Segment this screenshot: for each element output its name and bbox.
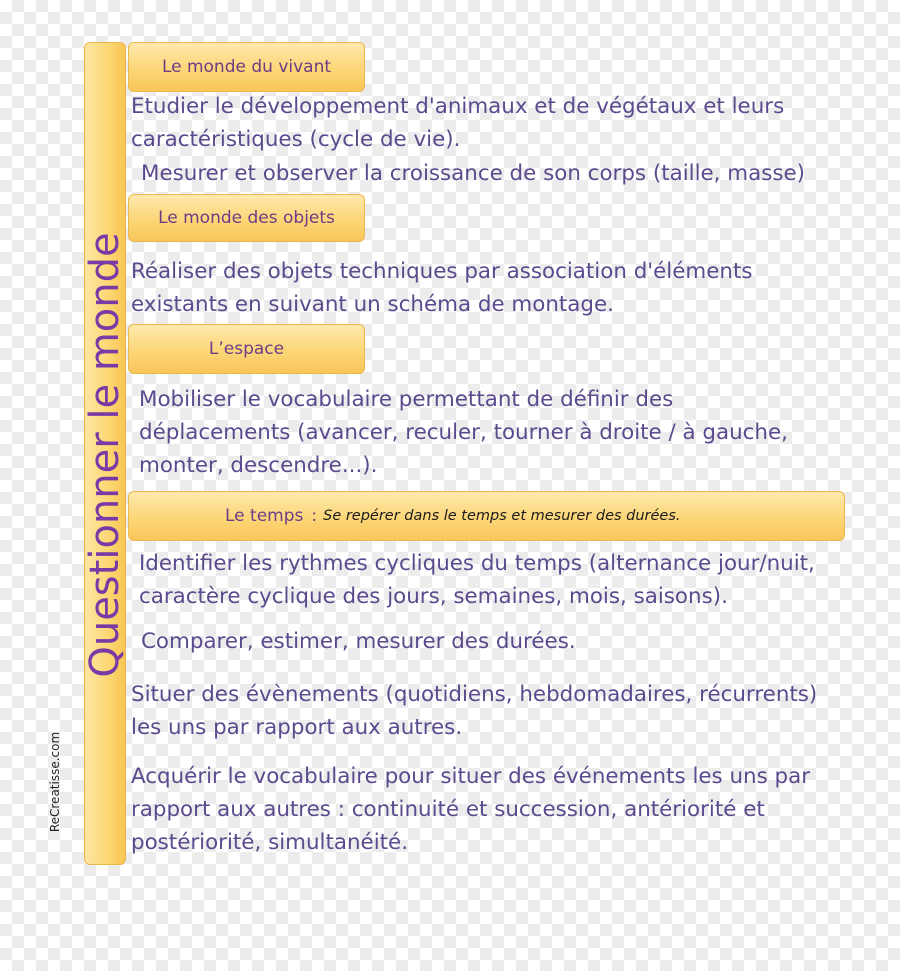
text-line: postériorité, simultanéité. (131, 830, 408, 855)
text-line: rapport aux autres : continuité et succession, antériorité et (131, 797, 765, 822)
text-line: Etudier le développement d'animaux et de végétaux et leurs (131, 94, 785, 119)
paragraph-temps-evenements (131, 678, 817, 744)
text-line: Réaliser des objets techniques par association d'éléments (131, 259, 753, 284)
section-subheading: Se repérer dans le temps et mesurer des durées. (323, 508, 681, 524)
text-line: Identifier les rythmes cycliques du temps (alternance jour/nuit, (139, 551, 815, 576)
text-line: déplacements (avancer, reculer, tourner à droite / à gauche, (139, 420, 788, 445)
text-line: existants en suivant un schéma de montage. (131, 292, 614, 317)
section-heading-label: Le monde du vivant (161, 57, 332, 77)
text-line: Mobiliser le vocabulaire permettant de définir des (139, 387, 674, 412)
text-line: les uns par rapport aux autres. (131, 715, 463, 740)
text-line: Comparer, estimer, mesurer des durées. (141, 629, 576, 654)
paragraph-vivant-development (131, 90, 784, 156)
heading-separator: : (311, 506, 318, 526)
paragraph-objets (131, 255, 753, 321)
paragraph-espace (139, 383, 788, 482)
text-line: monter, descendre...). (139, 453, 378, 478)
section-heading-espace (128, 324, 365, 374)
paragraph-vivant-growth (141, 157, 805, 190)
paragraph-temps-vocabulaire (131, 760, 810, 859)
text-line: Mesurer et observer la croissance de son corps (taille, masse) (141, 161, 806, 186)
section-heading-objets (128, 194, 365, 242)
text-line: Acquérir le vocabulaire pour situer des événements les uns par (131, 764, 811, 789)
section-heading-temps (128, 491, 845, 541)
section-heading-label: Le temps (225, 506, 304, 526)
section-heading-label: Le monde des objets (158, 208, 335, 228)
credit: ReCreatisse.com (48, 731, 62, 833)
paragraph-temps-rythmes (139, 547, 815, 613)
text-line: caractéristiques (cycle de vie). (131, 127, 461, 152)
paragraph-temps-durees (141, 625, 576, 658)
text-line: Situer des évènements (quotidiens, hebdomadaires, récurrents) (131, 682, 818, 707)
section-heading-vivant (128, 42, 365, 92)
section-heading-label: L’espace (208, 339, 285, 359)
side-title: Questionner le monde (82, 232, 128, 678)
text-line: caractère cyclique des jours, semaines, mois, saisons). (139, 584, 728, 609)
